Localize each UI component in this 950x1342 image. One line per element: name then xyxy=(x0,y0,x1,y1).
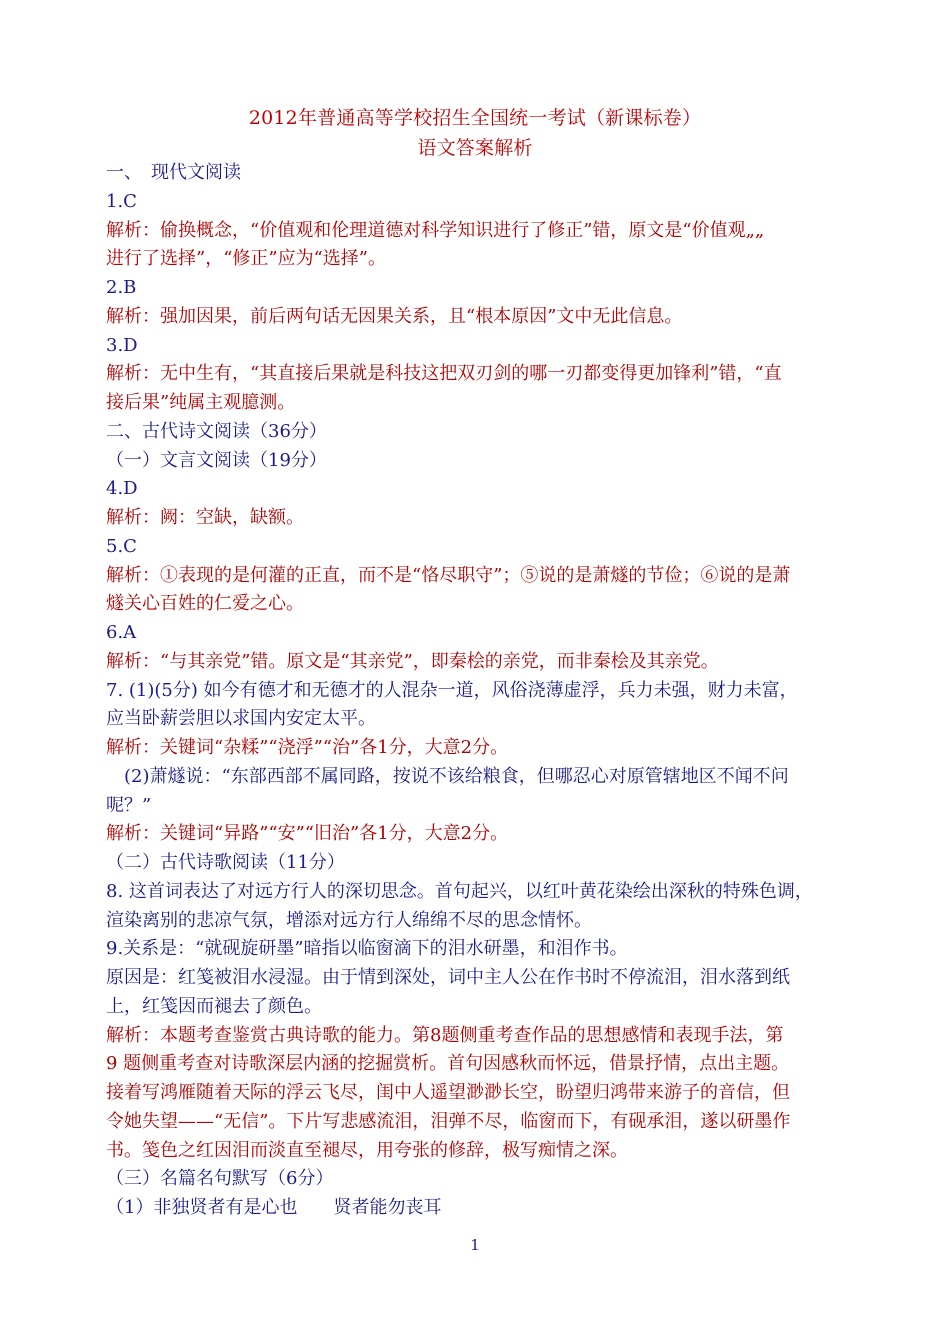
text-line: 解析：关键词“异路”“安”“旧治”各1分，大意2分。 xyxy=(106,823,509,845)
text-line: 应当卧薪尝胆以求国内安定太平。 xyxy=(106,708,376,730)
text-line: 书。笺色之红因泪而淡直至褪尽，用夸张的修辞，极写痴情之深。 xyxy=(106,1139,628,1161)
text-line: 解析：无中生有，“其直接后果就是科技这把双刃剑的哪一刃都变得更加锋利”错，“直 xyxy=(106,363,782,385)
text-line: 燧关心百姓的仁爱之心。 xyxy=(106,593,304,615)
document-subtitle: 语文答案解析 xyxy=(417,137,533,159)
text-line: 1.C xyxy=(106,190,137,212)
text-line: 8. 这首词表达了对远方行人的深切思念。首句起兴，以红叶黄花染绘出深秋的特殊色调， xyxy=(106,880,813,902)
text-line: 解析：阙：空缺，缺额。 xyxy=(106,507,304,528)
text-line: 一、 现代文阅读 xyxy=(106,162,241,183)
text-line: 二、古代诗文阅读（36分） xyxy=(106,420,327,442)
text-line: 解析：本题考查鉴赏古典诗歌的能力。第8题侧重考查作品的思想感情和表现手法，第 xyxy=(106,1024,784,1046)
text-line: 令她失望——“无信”。下片写悲感流泪，泪弹不尽，临窗而下，有砚承泪，遂以研墨作 xyxy=(106,1110,791,1132)
text-line: 解析：“与其亲党”错。原文是“其亲党”，即秦桧的亲党，而非秦桧及其亲党。 xyxy=(106,650,719,672)
text-line: 7. (1)(5分) 如今有德才和无德才的人混杂一道，风俗浇薄虚浮，兵力未强，财力未富， xyxy=(106,679,798,701)
document-title: 2012年普通高等学校招生全国统一考试（新课标卷） xyxy=(248,107,702,129)
text-line: 解析：偷换概念，“价值观和伦理道德对科学知识进行了修正”错，原文是“价值观„„ xyxy=(106,219,765,241)
text-line: 接后果”纯属主观臆测。 xyxy=(106,392,296,413)
text-line: （三）名篇名句默写（6分） xyxy=(106,1168,334,1190)
text-line: 进行了选择”，“修正”应为“选择”。 xyxy=(106,248,387,270)
text-line: （二）古代诗歌阅读（11分） xyxy=(106,852,345,873)
text-line: 原因是：红笺被泪水浸湿。由于情到深处，词中主人公在作书时不停流泪，泪水落到纸 xyxy=(106,967,790,988)
text-line: 解析：①表现的是何灌的正直，而不是“恪尽职守”；⑤说的是萧燧的节俭；⑥说的是萧 xyxy=(106,564,791,586)
text-line: 3.D xyxy=(106,334,138,356)
text-line: 渲染离别的悲凉气氛，增添对远方行人绵绵不尽的思念情怀。 xyxy=(106,909,592,931)
text-line: 呢？” xyxy=(106,794,152,816)
text-line: 解析：关键词“杂糅”“浇浮”“治”各1分，大意2分。 xyxy=(106,737,509,758)
text-line: (2)萧燧说：“东部西部不属同路，按说不该给粮食，但哪忍心对原管辖地区不闻不问 xyxy=(106,765,789,787)
text-line: 9 题侧重考查对诗歌深层内涵的挖掘赏析。首句因感秋而怀远，借景抒情，点出主题。 xyxy=(106,1053,790,1075)
text-line: 6.A xyxy=(106,622,137,643)
text-line: 上，红笺因而褪去了颜色。 xyxy=(106,995,322,1017)
text-line: 2.B xyxy=(106,277,137,298)
text-line: （1）非独贤者有是心也 贤者能勿丧耳 xyxy=(106,1197,442,1218)
text-line: 接着写鸿雁随着天际的浮云飞尽，闺中人遥望渺渺长空，盼望归鸿带来游子的音信，但 xyxy=(106,1082,790,1103)
text-line: 9.关系是：“就砚旋研墨”暗指以临窗滴下的泪水研墨，和泪作书。 xyxy=(106,938,628,960)
text-line: （一）文言文阅读（19分） xyxy=(106,449,327,471)
text-line: 解析：强加因果，前后两句话无因果关系，且“根本原因”文中无此信息。 xyxy=(106,305,683,327)
text-line: 4.D xyxy=(106,478,138,500)
text-line: 5.C xyxy=(106,535,137,557)
page-number: 1 xyxy=(470,1236,480,1254)
